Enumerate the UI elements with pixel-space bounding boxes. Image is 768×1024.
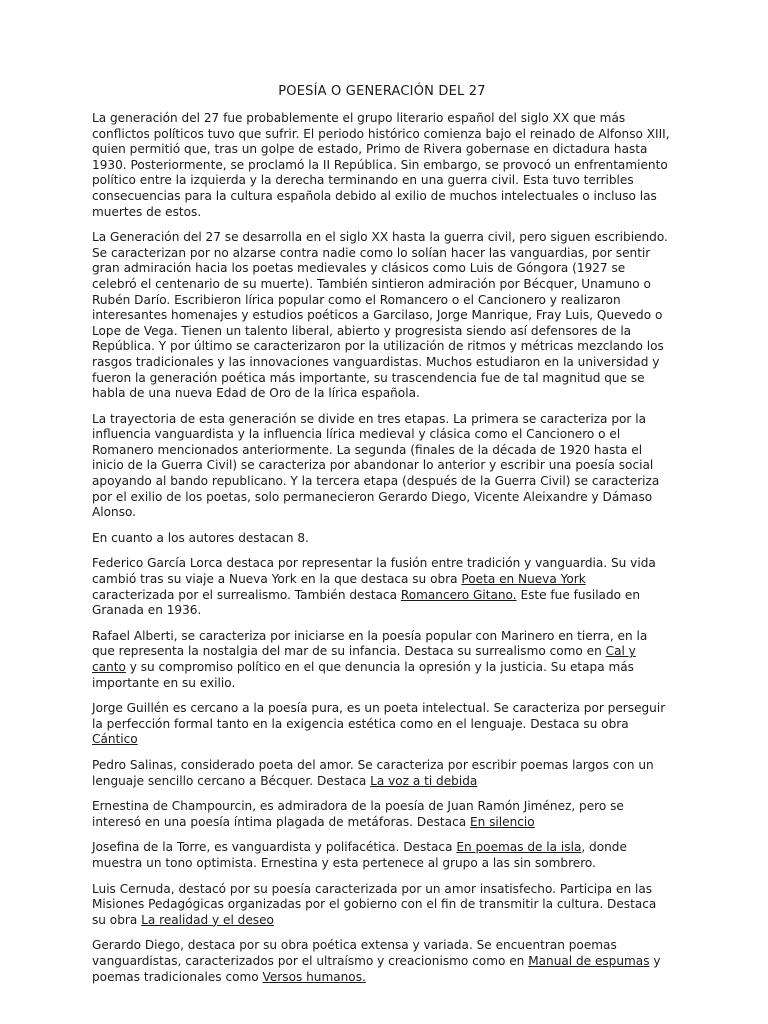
- work-title: En poemas de la isla: [456, 840, 582, 855]
- paragraph: [92, 412, 672, 521]
- paragraph-text: Luis Cernuda, destacó por su poesía caracterizada por un amor insatisfecho. Participa en las Misiones Pedagógicas organizadas por el gobierno con el fin de transmitir la cultura. Destaca su obra: [92, 881, 657, 927]
- paragraph-text: y su compromiso político en el que denuncia la opresión y la justicia. Su etapa más importante en su exilio.: [92, 660, 634, 690]
- paragraph: [92, 758, 672, 789]
- document-body: [92, 111, 672, 985]
- work-title: Poeta en Nueva York: [461, 572, 586, 587]
- paragraph: [92, 556, 672, 618]
- paragraph-text: Gerardo Diego, destaca por su obra poética extensa y variada. Se encuentran poemas vanguardistas, caracterizados por el ultraísmo y creacionismo como en: [92, 938, 617, 968]
- paragraph-text: Este fue fusilado en Granada en 1936.: [92, 587, 640, 618]
- work-title: Manual de espumas: [528, 953, 650, 968]
- paragraph: [92, 230, 672, 402]
- paragraph: [92, 882, 672, 929]
- work-title: La voz a ti debida: [370, 773, 478, 788]
- paragraph-text: La Generación del 27 se desarrolla en el siglo XX hasta la guerra civil, pero siguen escribiendo. Se caracterizan por no alzarse contra nadie como lo solían hacer las vanguardias, por sentir gran admiración hacia los poetas medievales y clásicos como Luis de Góngora (1927 se celebró el centenario de su muerte). También sintieron admiración por Bécquer, Unamuno o Rubén Darío. Escribieron lírica popular como el Romancero o el Cancionero y realizaron interesantes homenajes y estudios poéticos a Garcilaso, Jorge Manrique, Fray Luis, Quevedo o Lope de Vega. Tienen un talento liberal, abierto y progresista siendo así defensores de la República. Y por último se caracterizaron por la utilización de ritmos y métricas mezclando los rasgos tradicionales y las innovaciones vanguardistas. Muchos estudiaron en la universidad y fueron la generación poética más importante, su trascendencia fue de tal magnitud que se habla de una nueva Edad de Oro de la lírica española.: [92, 230, 668, 401]
- paragraph-text: caracterizada por el surrealismo. También destaca: [92, 587, 401, 602]
- paragraph-text: Federico García Lorca destaca por representar la fusión entre tradición y vanguardia. Su vida cambió tras su viaje a Nueva York en la que destaca su obra: [92, 556, 656, 587]
- work-title: Versos humanos.: [262, 969, 366, 984]
- work-title: Cal y canto: [92, 644, 636, 674]
- paragraph-text: Rafael Alberti, se caracteriza por iniciarse en la poesía popular con Marinero en tierra, en la que representa la nostalgia del mar de su infancia. Destaca su surrealismo como en: [92, 628, 648, 659]
- paragraph: [92, 111, 672, 220]
- document-title: POESÍA O GENERACIÓN DEL 27: [278, 84, 486, 99]
- paragraph-text: Ernestina de Champourcin, es admiradora de la poesía de Juan Ramón Jiménez, pero se interesó en una poesía íntima plagada de metáforas. Destaca: [92, 799, 624, 829]
- paragraph: [92, 629, 672, 691]
- paragraph-text: La generación del 27 fue probablemente el grupo literario español del siglo XX que más conflictos políticos tuvo que sufrir. El periodo histórico comienza bajo el reinado de Alfonso XIII, quien permitió que, tras un golpe de estado, Primo de Rivera gobernase en dictadura hasta 1930. Posteriormente, se proclamó la II República. Sin embargo, se provocó un enfrentamiento político entre la izquierda y la derecha terminando en una guerra civil. Esta tuvo terribles consecuencias para la cultura española debido al exilio de muchos intelectuales o incluso las muertes de estos.: [92, 111, 670, 219]
- paragraph: [92, 531, 672, 547]
- paragraph: [92, 840, 672, 871]
- paragraph-text: Pedro Salinas, considerado poeta del amor. Se caracteriza por escribir poemas largos con un lenguaje sencillo cercano a Bécquer. Destaca: [92, 757, 654, 788]
- work-title: Romancero Gitano.: [400, 587, 517, 602]
- paragraph: [92, 701, 672, 748]
- work-title: La realidad y el deseo: [141, 912, 274, 927]
- paragraph: [92, 799, 672, 830]
- work-title: Cántico: [92, 732, 138, 747]
- work-title: En silencio: [469, 814, 535, 829]
- paragraph-text: La trayectoria de esta generación se divide en tres etapas. La primera se caracteriza por la influencia vanguardista y la influencia lírica medieval y clásica como el Cancionero o el Romanero mencionados anteriormente. La segunda (finales de la década de 1920 hasta el inicio de la Guerra Civil) se caracteriza por abandonar lo anterior y escribir una poesía social apoyando al bando republicano. Y la tercera etapa (después de la Guerra Civil) se caracteriza por el exilio de los poetas, solo permanecieron Gerardo Diego, Vicente Aleixandre y Dámaso Alonso.: [92, 411, 660, 520]
- paragraph-text: En cuanto a los autores destacan 8.: [92, 530, 309, 545]
- paragraph-text: Jorge Guillén es cercano a la poesía pura, es un poeta intelectual. Se caracteriza por perseguir la perfección formal tanto en la exigencia estética como en el lenguaje. Destaca su obra: [92, 701, 666, 731]
- paragraph-text: , donde muestra un tono optimista. Ernestina y esta pertenece al grupo a las sin sombrero.: [92, 840, 627, 870]
- paragraph-text: y poemas tradicionales como: [92, 953, 661, 984]
- paragraph: [92, 938, 672, 985]
- paragraph-text: Josefina de la Torre, es vanguardista y polifacética. Destaca: [92, 840, 457, 855]
